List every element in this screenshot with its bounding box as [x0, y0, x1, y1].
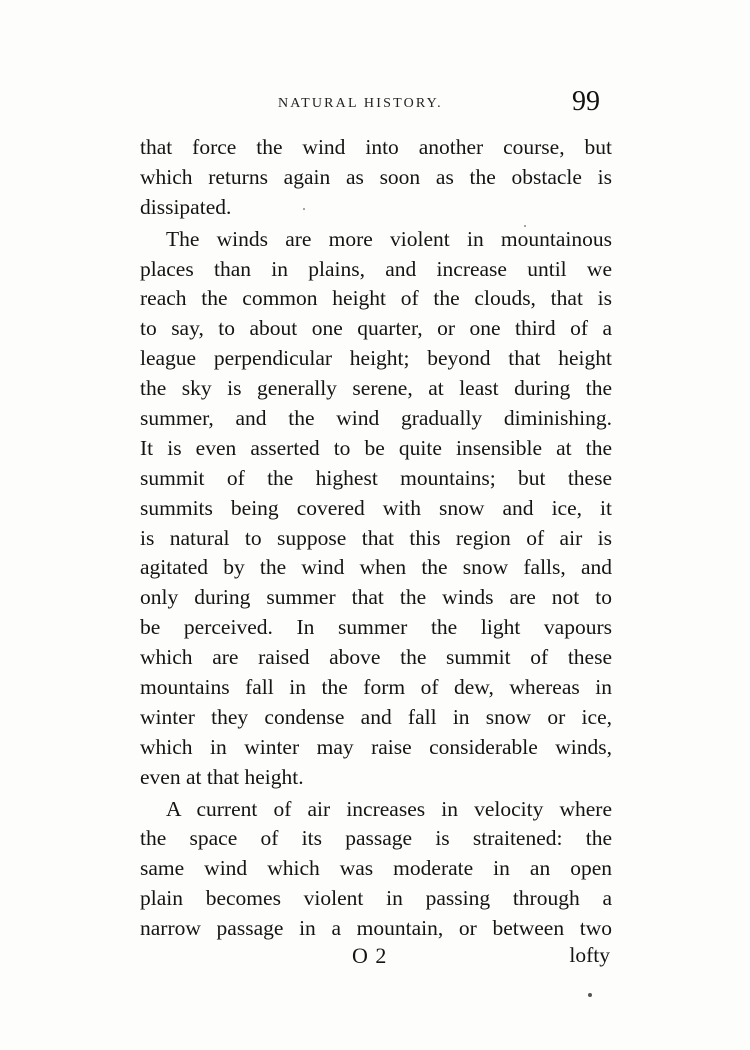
text-line: plain becomes violent in passing through a: [140, 886, 612, 911]
text-line: winter they condense and fall in snow or ice,: [140, 704, 612, 729]
text-line: only during summer that the winds are not to: [140, 585, 612, 610]
text-line: The winds are more violent in mountainous: [166, 226, 612, 251]
text-line: agitated by the wind when the snow falls, and: [140, 555, 612, 580]
text-line: summits being covered with snow and ice, it: [140, 495, 612, 520]
text-line: is natural to suppose that this region of air is: [140, 525, 612, 550]
text-line: summer, and the wind gradually diminishing.: [140, 406, 612, 431]
text-line: the space of its passage is straitened: the: [140, 826, 612, 851]
running-head: NATURAL HISTORY.: [278, 96, 443, 111]
text-line: mountains fall in the form of dew, whereas in: [140, 675, 612, 700]
text-line: same wind which was moderate in an open: [140, 856, 612, 881]
text-line: be perceived. In summer the light vapours: [140, 615, 612, 640]
text-line: the sky is generally serene, at least during the: [140, 376, 612, 401]
text-line: narrow passage in a mountain, or between two: [140, 916, 612, 941]
text-line: even at that height.: [140, 764, 304, 789]
text-line: places than in plains, and increase until we: [140, 256, 612, 281]
text-line: which are raised above the summit of these: [140, 645, 612, 670]
text-line: It is even asserted to be quite insensible at the: [140, 435, 612, 460]
paragraph: [140, 225, 612, 793]
page-header: [140, 86, 610, 122]
signature-mark: O 2: [352, 943, 388, 968]
text-line: to say, to about one quarter, or one third of a: [140, 316, 612, 341]
paragraph: [140, 795, 612, 944]
text-line: A current of air increases in velocity where: [166, 796, 612, 821]
text-line: league perpendicular height; beyond that height: [140, 346, 612, 371]
ink-speck: [524, 225, 526, 227]
body-text: [140, 133, 612, 944]
text-line: which in winter may raise considerable winds,: [140, 734, 612, 759]
text-line: dissipated.: [140, 194, 232, 219]
text-line: summit of the highest mountains; but these: [140, 465, 612, 490]
page-footer: [140, 943, 612, 973]
catchword: lofty: [569, 943, 610, 967]
text-line: reach the common height of the clouds, that is: [140, 286, 612, 311]
ink-speck: [588, 993, 592, 997]
paragraph: [140, 133, 612, 223]
text-line: which returns again as soon as the obstacle is: [140, 164, 612, 189]
ink-speck: [303, 208, 305, 210]
text-line: that force the wind into another course, but: [140, 135, 612, 159]
page-number: 99: [572, 86, 600, 117]
